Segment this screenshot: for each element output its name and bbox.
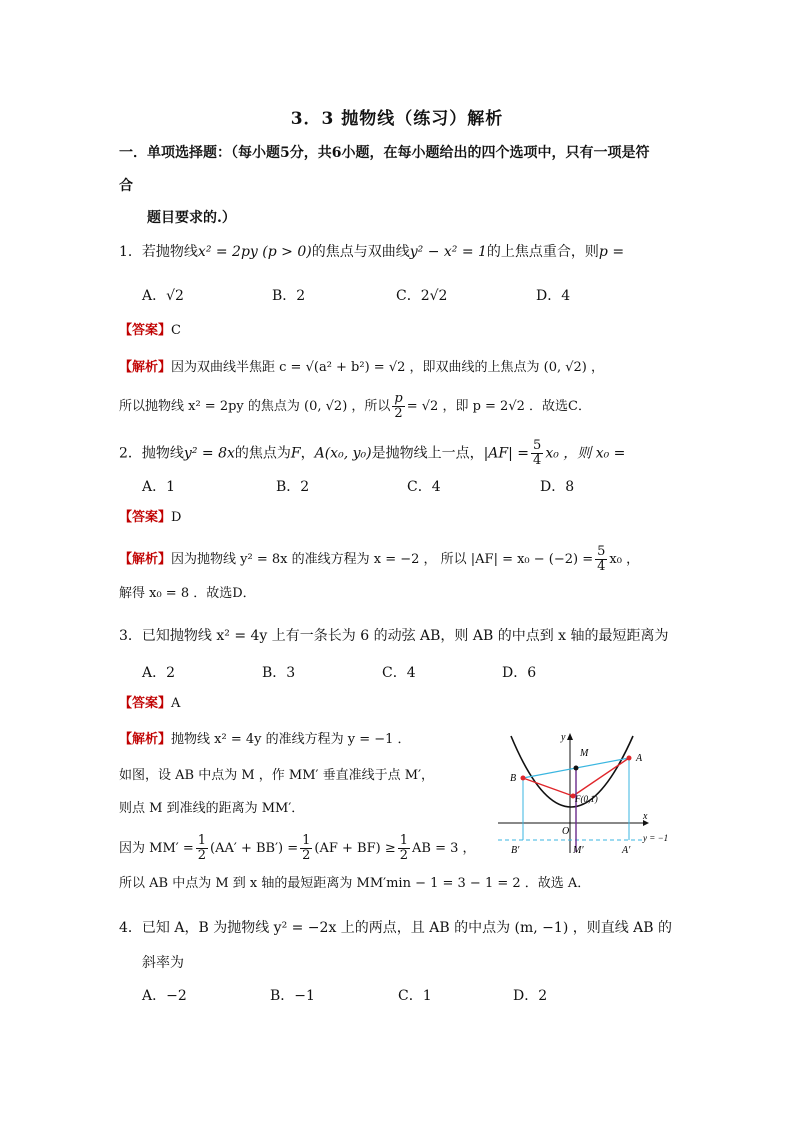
label-f: F(0,1) bbox=[575, 794, 598, 804]
q2-option-b: B．2 bbox=[276, 479, 310, 495]
q3-explain-line1: 【解析】抛物线 x² = 4y 的准线方程为 y = −1 ． bbox=[119, 732, 411, 747]
q1-explain-line1: 【解析】因为双曲线半焦距 c = √(a² + b²) = √2 ，即双曲线的上焦点为 (0, √2) ， bbox=[119, 360, 605, 375]
q1-answer: 【答案】C bbox=[119, 323, 181, 338]
label-m: M bbox=[580, 748, 589, 759]
q2-option-a: A．1 bbox=[142, 479, 176, 495]
q1-option-a: A．√2 bbox=[142, 288, 184, 304]
section-heading-line1: 一．单项选择题：（每小题5分，共6小题，在每小题给出的四个选项中，只有一项是符 bbox=[119, 145, 650, 161]
section-heading-line3: 题目要求的.） bbox=[147, 210, 236, 226]
q2-explain-line1: 【解析】因为抛物线 y² = 8x 的准线方程为 x = −2 ， 所以 |AF| = x₀ − (−2) = $\frac{5}{4}$ x₀ ， bbox=[119, 544, 640, 574]
question-1-stem: 1．若抛物线x² = 2py (p > 0)的焦点与双曲线y² − x² = 1的上焦点重合，则p = bbox=[119, 244, 625, 260]
question-2-stem: 2．抛物线y² = 8x的焦点为F，A(x₀, y₀)是抛物线上一点，|AF| = $\frac{5}{4}$ x₀ ，则 x₀ = bbox=[119, 438, 626, 468]
y-axis-arrow bbox=[567, 733, 573, 740]
label-b: B bbox=[510, 773, 517, 784]
q3-option-b: B．3 bbox=[262, 665, 296, 681]
label-origin: O bbox=[562, 826, 570, 837]
q1-option-d: D．4 bbox=[536, 288, 571, 304]
q3-option-c: C．4 bbox=[382, 665, 416, 681]
label-x-axis: x bbox=[643, 811, 648, 822]
label-directrix: y = −1 bbox=[643, 833, 669, 843]
page-title: 3．3 抛物线（练习）解析 bbox=[290, 109, 504, 129]
point-m bbox=[574, 766, 579, 771]
point-b bbox=[521, 776, 526, 781]
question-4-stem-line1: 4．已知 A，B 为抛物线 y² = −2x 上的两点，且 AB 的中点为 (m, −1) ，则直线 AB 的 bbox=[119, 920, 673, 936]
q1-option-c: C．2√2 bbox=[396, 288, 448, 304]
q3-answer: 【答案】A bbox=[119, 696, 181, 711]
q2-option-c: C．4 bbox=[407, 479, 441, 495]
q1-option-b: B．2 bbox=[272, 288, 306, 304]
q3-explain-line4: 因为 MM′ = $\frac{1}{2}$ (AA′ + BB′) = $\frac{1}{2}$ (AF + BF) ≥ $\frac{1}{2}$ AB = 3 ， bbox=[119, 833, 476, 863]
q4-option-d: D．2 bbox=[513, 988, 548, 1004]
q1-explain-line2: 所以抛物线 x² = 2py 的焦点为 (0, √2) ，所以 $\frac{p}{2}$ = √2 ，即 p = 2√2 ．故选C． bbox=[119, 391, 591, 421]
label-b-prime: B′ bbox=[511, 845, 520, 856]
q4-option-b: B．−1 bbox=[270, 988, 315, 1004]
point-a bbox=[627, 756, 632, 761]
label-m-prime: M′ bbox=[573, 845, 584, 856]
q3-option-d: D．6 bbox=[502, 665, 537, 681]
q2-answer: 【答案】D bbox=[119, 510, 182, 525]
question-4-stem-line2: 斜率为 bbox=[142, 955, 184, 971]
question-3-stem: 3．已知抛物线 x² = 4y 上有一条长为 6 的动弦 AB，则 AB 的中点到 x 轴的最短距离为 bbox=[119, 628, 669, 644]
segment-bf bbox=[523, 778, 573, 796]
q3-option-a: A．2 bbox=[142, 665, 176, 681]
q3-explain-line2: 如图，设 AB 中点为 M ，作 MM′ 垂直准线于点 M′， bbox=[119, 768, 435, 783]
parabola-figure bbox=[493, 728, 683, 858]
label-y-axis: y bbox=[561, 732, 566, 743]
q4-option-c: C．1 bbox=[398, 988, 432, 1004]
label-a: A bbox=[636, 753, 643, 764]
q2-option-d: D．8 bbox=[540, 479, 575, 495]
q3-explain-line3: 则点 M 到准线的距离为 MM′． bbox=[119, 801, 305, 816]
label-a-prime: A′ bbox=[622, 845, 631, 856]
q4-option-a: A．−2 bbox=[142, 988, 187, 1004]
section-heading-line2: 合 bbox=[119, 178, 133, 194]
q3-explain-line5: 所以 AB 中点为 M 到 x 轴的最短距离为 MM′min − 1 = 3 − 1 = 2 ．故选 A． bbox=[119, 876, 591, 891]
q2-explain-line2: 解得 x₀ = 8 ．故选D． bbox=[119, 586, 256, 601]
